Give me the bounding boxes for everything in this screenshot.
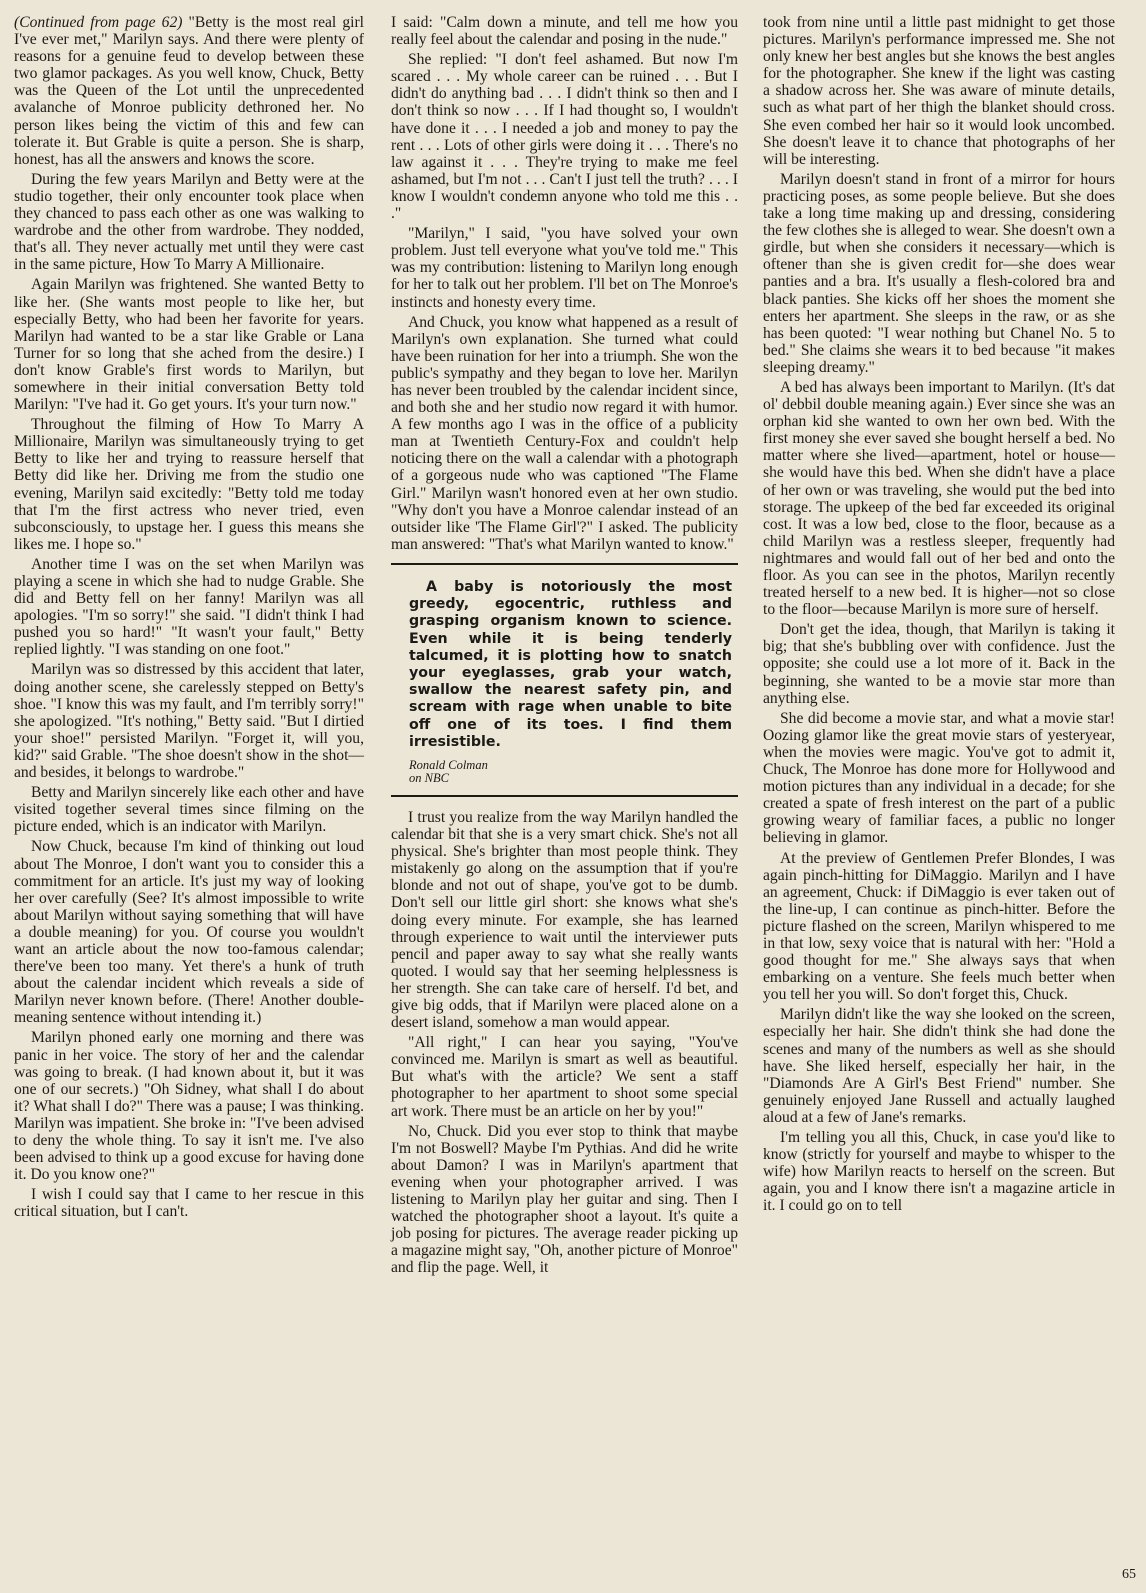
sidebar-quote-attribution <box>409 759 640 785</box>
article-paragraph: She did become a movie star, and what a movie star! Oozing glamor like the great movie stars of yesteryear, when the movies were magic. You've got to admit it, Chuck, The Monroe has done more for Hollywood and motion pictures than any individual in a decade; for she created a spate of fresh interest on the part of a public growing weary of familiar faces, a public no longer believing in glamor. <box>763 709 1115 847</box>
article-paragraph: Another time I was on the set when Marilyn was playing a scene in which she had to nudge Grable. She did and Betty fell on her fanny! Marilyn was all apologies. "I'm so sorry!" she said. "I didn't think I had pushed you so hard!" "It wasn't your fault," Betty replied lightly. "I was standing on one foot." <box>14 555 364 659</box>
paragraph-text: "Betty is the most real girl I've ever met," Marilyn says. And there were plenty of reasons for a genuine feud to develop between these two glamor packages. As you well know, Chuck, Betty was the Queen of the Lot until the unprecedented avalanche of Monroe publicity dethroned her. No person likes being the victim of this and few can tolerate it. But Grable is quite a person. She is sharp, honest, has all the answers and knows the score. <box>14 14 365 168</box>
continuation-note: (Continued from page 62) <box>14 14 183 31</box>
article-paragraph: During the few years Marilyn and Betty were at the studio together, their only encounter took place when they chanced to pass each other as one was walking to wardrobe and the other from wardrobe. They nodded, that's all. They never actually met until they were cast in the same picture, How To Marry A Millionaire. <box>14 170 364 274</box>
article-paragraph: Betty and Marilyn sincerely like each other and have visited together several times since filming on the picture ended, which is an indicator with Marilyn. <box>14 784 364 836</box>
article-paragraph: Marilyn doesn't stand in front of a mirror for hours practicing poses, as some people believe. But she does take a long time making up and dressing, considering the few clothes she is alleged to wear. She doesn't own a girdle, but when she considers it necessary—which is oftener than she is given credit for—she does wear panties and a bra. It's usually a flesh-colored bra and black panties. She kicks off her shoes the moment she enters her apartment. She sleeps in the raw, or as she has been quoted: "I wear nothing but Chanel No. 5 to bed." She claims she wears it to bed because "it makes sleeping dreamy." <box>763 170 1115 376</box>
article-paragraph: I'm telling you all this, Chuck, in case you'd like to know (strictly for yourself and maybe to whisper to the wife) how Marilyn reacts to herself on the screen. But again, you and I know there isn't a magazine article in it. I could go on to tell <box>763 1129 1115 1215</box>
article-paragraph: Don't get the idea, though, that Marilyn is taking it big; that she's bubbling over with confidence. Just the opposite; she could use a lot more of it. Back in the beginning, she wanted to be a movie star more than anything else. <box>763 621 1115 707</box>
column-middle <box>391 14 738 1279</box>
quote-source: on NBC <box>409 770 449 785</box>
article-paragraph: I trust you realize from the way Marilyn handled the calendar bit that she is a very smart chick. She's not all physical. She's brighter than most people think. They mistakenly go along on the assumption that if you're blonde and not out of shape, you've got to be dumb. Don't sell our little girl short: she knows what she's doing every minute. For example, she has learned through experience to wait until the interviewer puts pencil and paper away to say what she really wants quoted. I would say that her seeming helplessness is her strength. She can take care of herself. I'd bet, and give big odds, that if Marilyn were placed alone on a desert island, somehow a man would appear. <box>391 808 738 1032</box>
article-paragraph: took from nine until a little past midnight to get those pictures. Marilyn's performance impressed me. She not only knew her best angles but she knows the best angles for the photographer. She knew if the light was casting a shadow across her. She was aware of minute details, such as what part of her thigh the blanket should cross. She even combed her hair so it would look uncombed. She doesn't leave it to chance that photographs of her will be interesting. <box>763 14 1115 168</box>
article-paragraph: Marilyn didn't like the way she looked on the screen, especially her hair. She didn't think she had done the scenes and many of the numbers as well as she should have. She liked herself, especially her hair, in the "Diamonds Are A Girl's Best Friend" number. She genuinely enjoyed Jane Russell and actually laughed aloud at a few of Jane's remarks. <box>763 1006 1115 1126</box>
column-left <box>14 14 364 1223</box>
column-middle-bottom <box>391 809 738 1277</box>
article-paragraph: I said: "Calm down a minute, and tell me how you really feel about the calendar and posing in the nude." <box>391 14 738 49</box>
quote-author: Ronald Colman <box>409 757 488 772</box>
article-paragraph: Again Marilyn was frightened. She wanted Betty to like her. (She wants most people to like her, but especially Betty, who had been her favorite for years. Marilyn had wanted to be a star like Grable or Lana Turner for so long that she ached from the desire.) I don't know Grable's first words to Marilyn, but somewhere in their initial conversation Betty told Marilyn: "I've had it. Go get yours. It's your turn now." <box>14 276 364 414</box>
article-paragraph: A bed has always been important to Marilyn. (It's dat ol' debbil double meaning again.) Ever since she was an orphan kid she wanted to own her own bed. With the first money she ever saved she bought herself a bed. No matter where she lived—apartment, hotel or house—she would have this bed. When she didn't have a place of her own or was traveling, she would put the bed into storage. The upkeep of the bed far exceeded its original cost. It was a low bed, close to the floor, because as a child Marilyn was a restless sleeper, frequently had nightmares and would fall out of her bed and onto the floor. As you can see in the photos, Marilyn recently treated herself to a new bed. It is higher—not so close to the floor—because Marilyn is more sure of herself. <box>763 378 1115 619</box>
column-right <box>763 14 1115 1217</box>
article-paragraph: At the preview of Gentlemen Prefer Blondes, I was again pinch-hitting for DiMaggio. Marilyn and I have an agreement, Chuck: if DiMaggio is ever taken out of the line-up, I can continue as pinch-hitter. Before the picture flashed on the screen, Marilyn whispered to me in that low, sexy voice that is natural with her: "Hold a good thought for me." She always says that when embarking on a venture. She feels much better when you tell her you will. So don't forget this, Chuck. <box>763 849 1115 1004</box>
article-paragraph: Marilyn phoned early one morning and there was panic in her voice. The story of her and the calendar was going to break. (I had known about it, but it was one of our secrets.) "Oh Sidney, what shall I do about it? What shall I do?" There was a pause; I was thinking. Marilyn was impatient. She broke in: "I've been advised to deny the whole thing. To say it isn't me. I've also been advised to think up a good excuse for having done it. Do you know one?" <box>14 1029 364 1184</box>
article-paragraph: "Marilyn," I said, "you have solved your own problem. Just tell everyone what you've told me." This was my contribution: listening to Marilyn long enough for her to talk out her problem. I'll bet on The Monroe's instincts and honesty every time. <box>391 225 738 311</box>
article-paragraph: I wish I could say that I came to her rescue in this critical situation, but I can't. <box>14 1186 364 1221</box>
sidebar-quote-text: A baby is notoriously the most greedy, egocentric, ruthless and grasping organism known to science. Even while it is being tenderly talcumed, it is plotting how to snatch your eyeglasses, grab your watch, swallow the nearest safety pin, and scream with rage when unable to bite off one of its toes. I find them irresistible. <box>409 578 732 750</box>
sidebar-quote-box <box>391 563 738 797</box>
article-paragraph: She replied: "I don't feel ashamed. But now I'm scared . . . My whole career can be ruined . . . But I didn't do anything bad . . . I didn't think so then and I don't think so now . . . If I had thought so, I wouldn't have done it . . . I needed a job and money to pay the rent . . . Lots of other girls were doing it . . . There's no law against it . . . They're trying to make me feel ashamed, but I'm not . . . Can't I just tell the truth? . . . I know I wouldn't condemn anyone who told me this . . ." <box>391 51 738 223</box>
article-paragraph: And Chuck, you know what happened as a result of Marilyn's own explanation. She turned what could have been ruination for her into a triumph. She won the public's sympathy and they began to love her. Marilyn has never been troubled by the calendar incident since, and both she and her studio now regard it with humor. A few months ago I was in the office of a publicity man at Twentieth Century-Fox and couldn't help noticing there on the wall a calendar with a photograph of a gorgeous nude who was captioned "The Flame Girl." Marilyn wasn't honored even at her own studio. "Why don't you have a Monroe calendar instead of an outsider like 'The Flame Girl'?" I asked. The publicity man answered: "That's what Marilyn wanted to know." <box>391 313 738 553</box>
article-paragraph: Throughout the filming of How To Marry A Millionaire, Marilyn was simultaneously trying to get Betty to like her and trying to reassure herself that Betty did like her. Driving me from the studio one evening, Marilyn said excitedly: "Betty told me today that I'm the first actress who never tried, even subconsciously, to upstage her. I guess this means she likes me. I hope so." <box>14 416 364 553</box>
article-paragraph <box>14 14 364 168</box>
article-paragraph: "All right," I can hear you saying, "You've convinced me. Marilyn is smart as well as beautiful. But what's with the article? We sent a staff photographer to her apartment to shoot some special art work. There must be an article on her by you!" <box>391 1034 738 1120</box>
article-paragraph: No, Chuck. Did you ever stop to think that maybe I'm not Boswell? Maybe I'm Pythias. And did he write about Damon? I was in Marilyn's apartment that evening when your photographer arrived. I was listening to Marilyn play her guitar and sing. Then I watched the photographer shoot a layout. It's quite a job posing for pictures. The average reader picking up a magazine might say, "Oh, another picture of Monroe" and flip the page. Well, it <box>391 1122 738 1277</box>
page-number: 65 <box>1122 1567 1136 1582</box>
article-paragraph: Marilyn was so distressed by this accident that later, doing another scene, she carelessly stepped on Betty's shoe. "I know this was my fault, and I'm terribly sorry!" she apologized. "It's nothing," Betty said. "But I dirtied your shoe!" persisted Marilyn. "Forget it, will you, kid?" said Grable. "The shoe doesn't show in the shot—and besides, it belongs to wardrobe." <box>14 661 364 782</box>
column-middle-top <box>391 14 738 553</box>
article-paragraph: Now Chuck, because I'm kind of thinking out loud about The Monroe, I don't want you to consider this a commitment for an article. It's just my way of looking her over carefully (See? It's almost impossible to write about Marilyn without saying something that will have a double meaning) for you. Of course you wouldn't want an article about the now too-famous calendar; there've been too many. Yet there's a hunk of truth about the calendar incident which reveals a side of Marilyn never known before. (There! Another double-meaning sentence without intending it.) <box>14 838 364 1027</box>
